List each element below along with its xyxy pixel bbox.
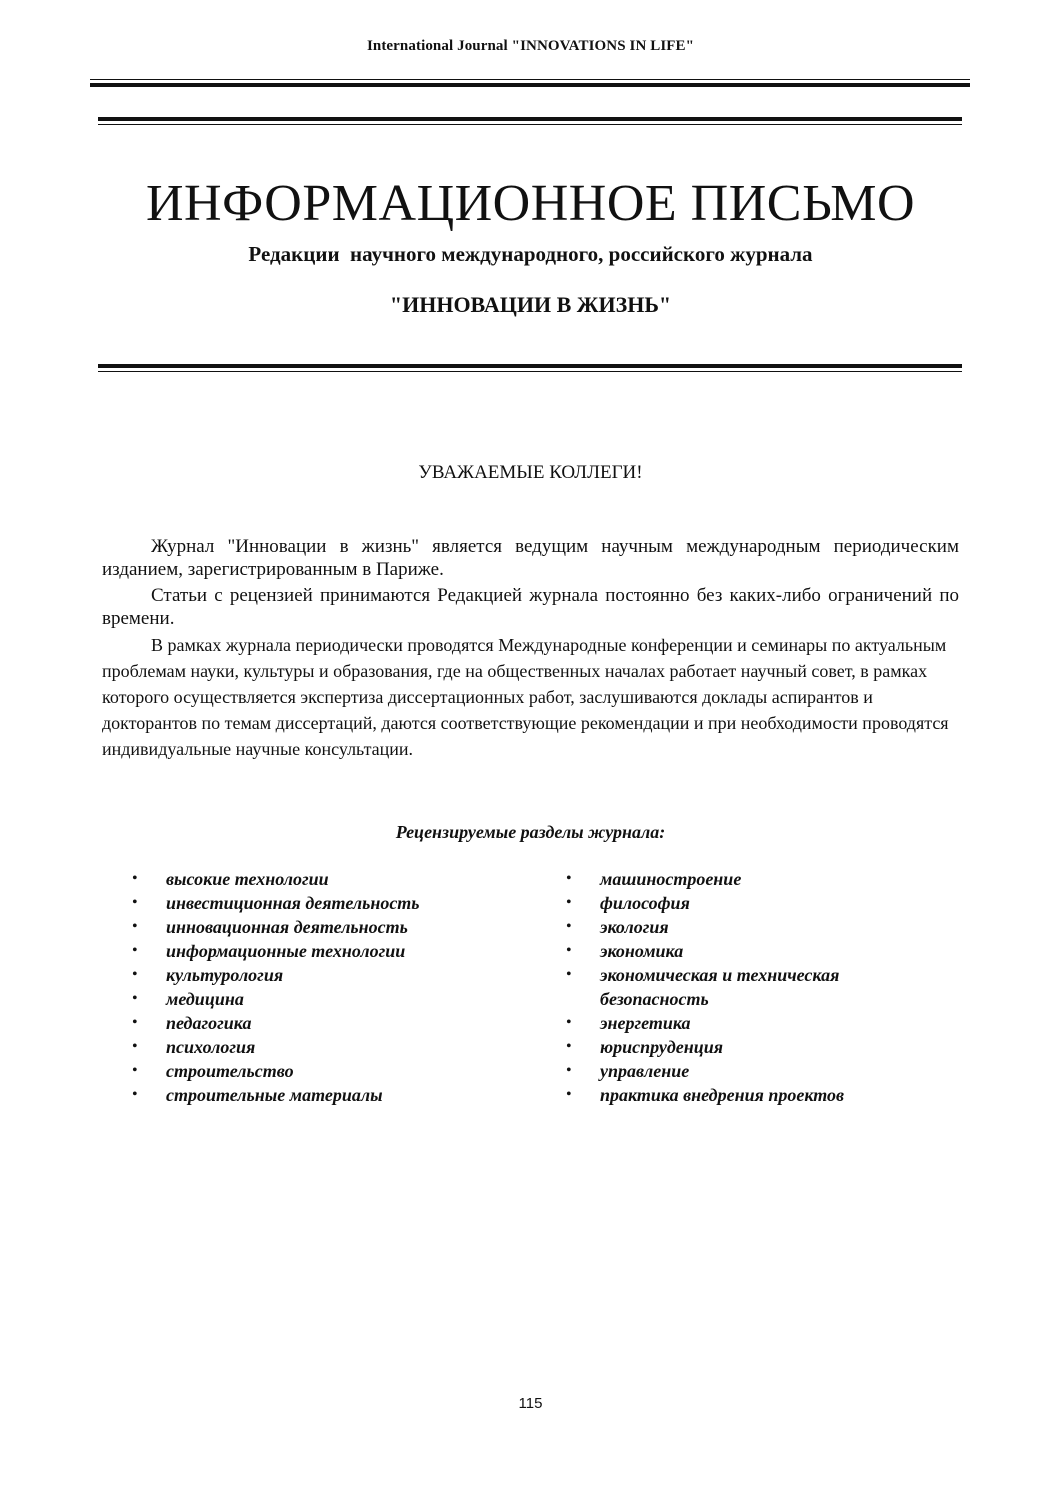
- list-item: [128, 939, 528, 963]
- bullet-icon: •: [566, 1062, 572, 1079]
- bullet-icon: •: [566, 918, 572, 935]
- list-item: [128, 1011, 528, 1035]
- list-item: [128, 891, 528, 915]
- section-label: экология: [600, 917, 669, 937]
- list-item: [128, 987, 528, 1011]
- greeting: УВАЖАЕМЫЕ КОЛЛЕГИ!: [418, 462, 643, 483]
- bullet-icon: •: [566, 942, 572, 959]
- list-item: [128, 915, 528, 939]
- journal-name: "ИННОВАЦИИ В ЖИЗНЬ": [389, 292, 672, 317]
- title-top-rule-thick: [98, 117, 962, 121]
- bullet-icon: •: [132, 966, 138, 983]
- sections-list-right: [562, 867, 942, 1107]
- paragraph-conferences: В рамках журнала периодически проводятся Международные конференции и семинары по актуальным проблемам науки, культуры и образования, где на общественных началах работает научный совет, в рамках которого осуществляется экспертиза диссертационных работ, заслушиваются доклады аспирантов и докторантов по темам диссертаций, даются соответствующие рекомендации и при необходимости проводятся индивидуальные научные консультации.: [102, 635, 949, 759]
- list-item: [562, 1083, 942, 1107]
- sections-list-left: [128, 867, 528, 1107]
- list-item: [128, 1059, 528, 1083]
- page-title: ИНФОРМАЦИОННОЕ ПИСЬМО: [145, 175, 916, 232]
- bullet-icon: •: [132, 1086, 138, 1103]
- section-label: педагогика: [166, 1013, 252, 1033]
- subtitle: Редакции научного международного, российского журнала: [248, 242, 813, 266]
- bullet-icon: •: [566, 1086, 572, 1103]
- list-item: [562, 939, 942, 963]
- section-label: строительство: [166, 1061, 294, 1081]
- bullet-icon: •: [132, 1038, 138, 1055]
- bullet-icon: •: [132, 1062, 138, 1079]
- list-item: [562, 1011, 942, 1035]
- list-item: [562, 891, 942, 915]
- list-item: [562, 963, 942, 1011]
- bullet-icon: •: [566, 1038, 572, 1055]
- section-label: строительные материалы: [166, 1085, 383, 1105]
- section-label: практика внедрения проектов: [600, 1085, 845, 1105]
- section-label: философия: [600, 893, 690, 913]
- list-item: [128, 1083, 528, 1107]
- bullet-icon: •: [566, 1014, 572, 1031]
- list-item: [562, 915, 942, 939]
- section-label: психология: [166, 1037, 256, 1057]
- bullet-icon: •: [132, 1014, 138, 1031]
- bullet-icon: •: [132, 990, 138, 1007]
- bullet-icon: •: [132, 942, 138, 959]
- header-rule-thin: [90, 79, 970, 80]
- list-item: [562, 867, 942, 891]
- section-label: культурология: [166, 965, 284, 985]
- title-bottom-rule-thin: [98, 371, 962, 372]
- list-item: [128, 1035, 528, 1059]
- list-item: [562, 1059, 942, 1083]
- section-label: экономика: [600, 941, 684, 961]
- title-top-rule-thin: [98, 124, 962, 125]
- section-label: управление: [600, 1061, 690, 1081]
- section-label: энергетика: [600, 1013, 691, 1033]
- section-label: инновационная деятельность: [166, 917, 408, 937]
- section-label: высокие технологии: [166, 869, 329, 889]
- section-label: медицина: [166, 989, 244, 1009]
- paragraph-submissions: Статьи с рецензией принимаются Редакцией журнала постоянно без каких-либо ограничений по времени.: [102, 585, 959, 629]
- bullet-icon: •: [132, 894, 138, 911]
- bullet-icon: •: [566, 870, 572, 887]
- bullet-icon: •: [132, 870, 138, 887]
- paragraph-journal-intro: Журнал "Инновации в жизнь" является ведущим научным международным периодическим изданием, зарегистрированным в Париже.: [102, 536, 959, 580]
- bullet-icon: •: [132, 918, 138, 935]
- running-header: International Journal "INNOVATIONS IN LIFE": [366, 38, 695, 54]
- sections-heading: Рецензируемые разделы журнала:: [395, 822, 666, 842]
- list-item: [562, 1035, 942, 1059]
- section-label: инвестиционная деятельность: [166, 893, 420, 913]
- bullet-icon: •: [566, 894, 572, 911]
- title-bottom-rule-thick: [98, 364, 962, 368]
- list-item: [128, 963, 528, 987]
- bullet-icon: •: [566, 966, 572, 983]
- list-item: [128, 867, 528, 891]
- header-rule-thick: [90, 83, 970, 87]
- section-label: машиностроение: [600, 869, 742, 889]
- section-label: юриспруденция: [600, 1037, 724, 1057]
- section-label: информационные технологии: [166, 941, 406, 961]
- section-label: экономическая и техническая безопасность: [600, 965, 840, 1009]
- page-number: 115: [518, 1395, 543, 1412]
